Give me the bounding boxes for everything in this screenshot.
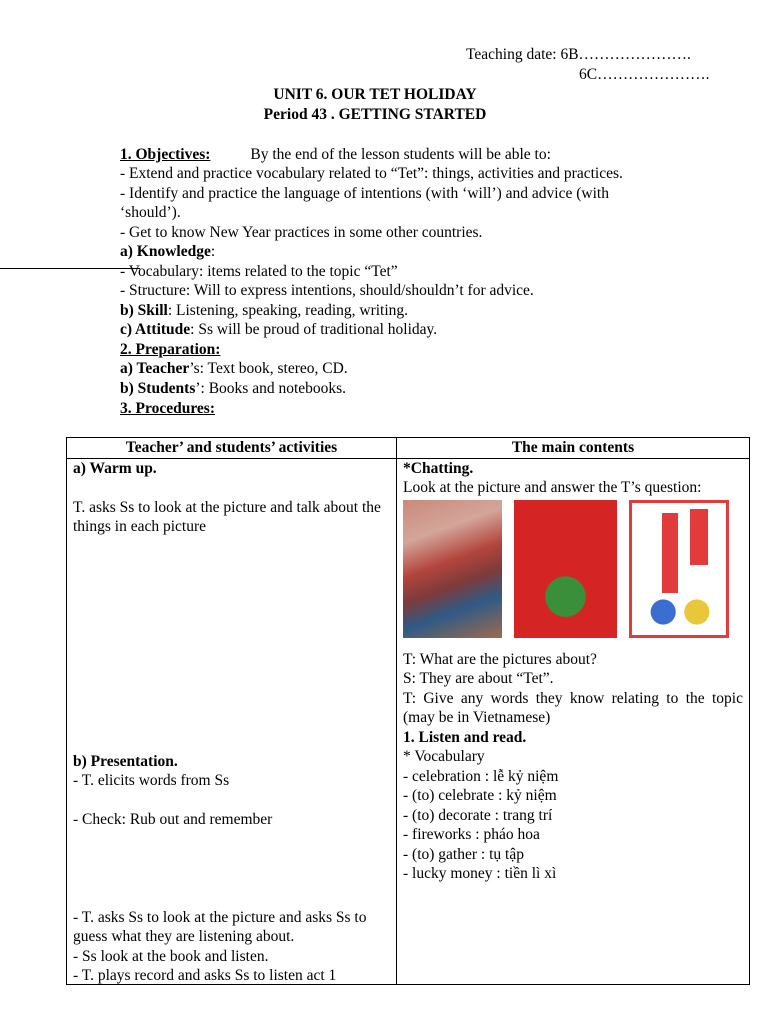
vocab-item: - (to) decorate : trang trí	[403, 806, 553, 824]
students-prep-line: b) Students’: Books and notebooks.	[120, 380, 347, 397]
tet-fruit-tray-photo	[514, 500, 617, 638]
vocab-item: - (to) gather : tụ tập	[403, 845, 524, 863]
unit-title: UNIT 6. OUR TET HOLIDAY	[273, 86, 477, 103]
vocab-item: - celebration : lễ kỷ niệm	[403, 767, 559, 785]
period-title: Period 43 . GETTING STARTED	[263, 106, 487, 123]
objective-item: ‘should’).	[120, 204, 181, 221]
procedures-table	[66, 437, 750, 985]
vocab-item: - (to) celebrate : kỷ niệm	[403, 787, 557, 804]
tet-card-photo	[629, 500, 729, 638]
objective-item: - Extend and practice vocabulary related to “Tet”: things, activities and practices.	[120, 165, 623, 182]
teaching-date-line-1: Teaching date: 6B………………….	[466, 46, 691, 63]
column-header-contents: The main contents	[397, 438, 750, 459]
vocab-item: - lucky money : tiền lì xì	[403, 865, 557, 882]
tet-pictures	[403, 500, 743, 638]
objectives-heading: 1. Objectives:	[120, 146, 211, 163]
dialogue-line: S: They are about “Tet”.	[403, 670, 554, 687]
objectives-heading-line	[120, 145, 551, 165]
contents-cell	[397, 458, 750, 984]
dialogue-line: T: Give any words they know relating to the topic (may be in Vietnamese)	[403, 689, 743, 726]
vocabulary-label: * Vocabulary	[403, 748, 485, 765]
chatting-label: *Chatting.	[403, 459, 474, 477]
activities-cell	[67, 458, 397, 984]
knowledge-item: - Structure: Will to express intentions, should/shouldn’t for advice.	[120, 282, 534, 299]
vocab-item: - fireworks : pháo hoa	[403, 826, 540, 843]
presentation-step: - Check: Rub out and remember	[73, 811, 273, 828]
listening-step: - T. plays record and asks Ss to listen act 1	[73, 967, 337, 984]
listening-step: - Ss look at the book and listen.	[73, 947, 269, 965]
flower-market-photo	[403, 500, 502, 638]
preparation-heading: 2. Preparation:	[120, 341, 221, 358]
chatting-text: Look at the picture and answer the T’s question:	[403, 479, 702, 496]
objectives-intro: By the end of the lesson students will be able to:	[250, 146, 551, 163]
objective-item: - Get to know New Year practices in some other countries.	[120, 224, 483, 241]
dialogue-line: T: What are the pictures about?	[403, 650, 597, 668]
attitude-line: c) Attitude: Ss will be proud of traditional holiday.	[120, 321, 438, 338]
warmup-label: a) Warm up.	[73, 459, 157, 477]
skill-line: b) Skill: Listening, speaking, reading, writing.	[120, 302, 409, 319]
column-header-activities: Teacher’ and students’ activities	[67, 438, 397, 459]
teaching-date-line-2: 6C………………….	[579, 66, 710, 83]
presentation-step: - T. elicits words from Ss	[73, 772, 230, 789]
margin-rule	[0, 268, 140, 269]
objective-item: - Identify and practice the language of intentions (with ‘will’) and advice (with	[120, 185, 609, 202]
knowledge-item: - Vocabulary: items related to the topic “Tet”	[120, 263, 398, 280]
procedures-heading: 3. Procedures:	[120, 400, 215, 417]
knowledge-heading: a) Knowledge:	[120, 243, 216, 260]
listening-step: - T. asks Ss to look at the picture and asks Ss to guess what they are listening about.	[73, 908, 367, 945]
listen-read-label: 1. Listen and read.	[403, 728, 527, 746]
presentation-label: b) Presentation.	[73, 752, 178, 770]
warmup-text: T. asks Ss to look at the picture and talk about the things in each picture	[73, 498, 381, 535]
teacher-prep-line: a) Teacher’s: Text book, stereo, CD.	[120, 360, 348, 377]
